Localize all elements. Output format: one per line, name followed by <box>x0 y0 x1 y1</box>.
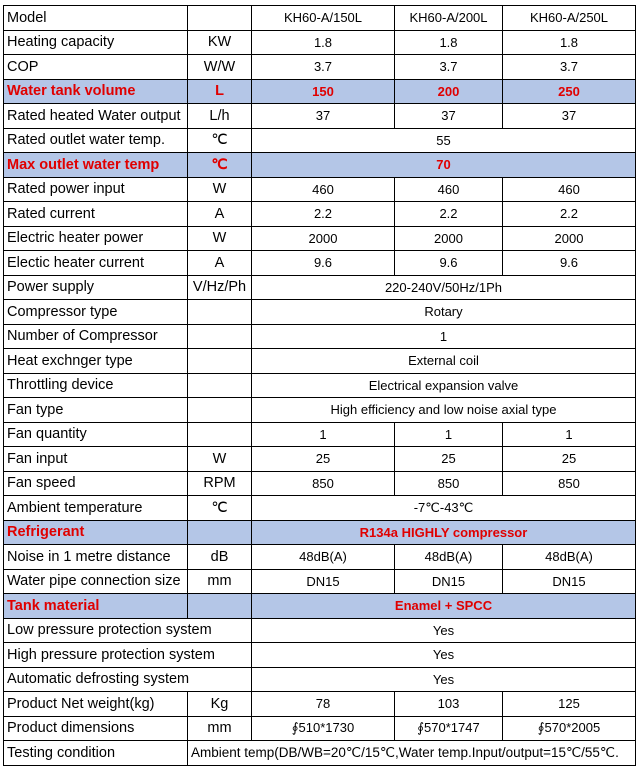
row-label: Noise in 1 metre distance <box>4 545 188 570</box>
row-value: External coil <box>252 349 636 374</box>
row-label: Max outlet water temp <box>4 153 188 178</box>
row-value: 9.6 <box>395 251 503 276</box>
row-value: 25 <box>252 447 395 472</box>
row-value: ∮570*2005 <box>503 716 636 741</box>
table-row <box>4 104 636 129</box>
row-unit: A <box>188 251 252 276</box>
row-value: Electrical expansion valve <box>252 373 636 398</box>
row-unit: dB <box>188 545 252 570</box>
row-label: Low pressure protection system <box>4 618 252 643</box>
table-row <box>4 692 636 717</box>
table-row <box>4 496 636 521</box>
row-unit: ℃ <box>188 153 252 178</box>
row-value: 25 <box>395 447 503 472</box>
row-value: Yes <box>252 643 636 668</box>
table-row <box>4 667 636 692</box>
row-value: 850 <box>503 471 636 496</box>
row-value: 37 <box>395 104 503 129</box>
row-value: 25 <box>503 447 636 472</box>
row-value: 200 <box>395 79 503 104</box>
table-row <box>4 128 636 153</box>
row-value: Yes <box>252 618 636 643</box>
row-value: Yes <box>252 667 636 692</box>
row-value: ∮510*1730 <box>252 716 395 741</box>
row-label: Heating capacity <box>4 30 188 55</box>
row-note: Ambient temp(DB/WB=20℃/15℃,Water temp.Input/output=15℃/55℃. <box>188 741 636 766</box>
row-label: Fan quantity <box>4 422 188 447</box>
spec-table-body <box>4 6 636 766</box>
table-row <box>4 618 636 643</box>
row-value: ∮570*1747 <box>395 716 503 741</box>
row-label: Fan speed <box>4 471 188 496</box>
row-label: Model <box>4 6 188 31</box>
row-label: Number of Compressor <box>4 324 188 349</box>
row-value: 2.2 <box>503 202 636 227</box>
table-row <box>4 373 636 398</box>
table-row <box>4 594 636 619</box>
table-row <box>4 300 636 325</box>
row-value: 2.2 <box>395 202 503 227</box>
spec-table <box>3 5 636 766</box>
row-value: Enamel + SPCC <box>252 594 636 619</box>
table-row <box>4 55 636 80</box>
table-row <box>4 741 636 766</box>
row-value: 1.8 <box>252 30 395 55</box>
table-row <box>4 422 636 447</box>
row-label: Tank material <box>4 594 188 619</box>
row-value: 9.6 <box>252 251 395 276</box>
table-row <box>4 545 636 570</box>
row-unit: L <box>188 79 252 104</box>
row-unit: RPM <box>188 471 252 496</box>
row-value: 250 <box>503 79 636 104</box>
row-value: 2000 <box>395 226 503 251</box>
row-label: Automatic defrosting system <box>4 667 252 692</box>
row-label: Water pipe connection size <box>4 569 188 594</box>
row-unit: ℃ <box>188 496 252 521</box>
row-unit: W <box>188 226 252 251</box>
row-label: Heat exchnger type <box>4 349 188 374</box>
row-unit <box>188 373 252 398</box>
row-value: 1 <box>395 422 503 447</box>
row-value: 9.6 <box>503 251 636 276</box>
row-unit: W <box>188 177 252 202</box>
table-row <box>4 202 636 227</box>
row-unit <box>188 324 252 349</box>
row-value: Rotary <box>252 300 636 325</box>
row-value: R134a HIGHLY compressor <box>252 520 636 545</box>
row-unit: L/h <box>188 104 252 129</box>
row-value: 125 <box>503 692 636 717</box>
row-label: Power supply <box>4 275 188 300</box>
row-value: 220-240V/50Hz/1Ph <box>252 275 636 300</box>
row-label: Rated power input <box>4 177 188 202</box>
row-value: 460 <box>503 177 636 202</box>
row-value: 460 <box>252 177 395 202</box>
row-value: 850 <box>252 471 395 496</box>
row-unit: V/Hz/Ph <box>188 275 252 300</box>
row-value: DN15 <box>252 569 395 594</box>
row-label: Rated current <box>4 202 188 227</box>
row-unit: A <box>188 202 252 227</box>
row-label: Fan input <box>4 447 188 472</box>
row-unit <box>188 300 252 325</box>
row-unit: mm <box>188 716 252 741</box>
table-row <box>4 251 636 276</box>
row-label: High pressure protection system <box>4 643 252 668</box>
row-unit: Kg <box>188 692 252 717</box>
row-unit <box>188 398 252 423</box>
row-unit <box>188 349 252 374</box>
table-row <box>4 177 636 202</box>
row-value: 3.7 <box>252 55 395 80</box>
row-value: 78 <box>252 692 395 717</box>
row-value: KH60-A/150L <box>252 6 395 31</box>
row-label: Ambient temperature <box>4 496 188 521</box>
row-label: Throttling device <box>4 373 188 398</box>
row-label: COP <box>4 55 188 80</box>
row-value: 37 <box>503 104 636 129</box>
table-row <box>4 79 636 104</box>
row-value: 3.7 <box>503 55 636 80</box>
row-value: KH60-A/200L <box>395 6 503 31</box>
row-value: 460 <box>395 177 503 202</box>
row-value: 1.8 <box>503 30 636 55</box>
row-value: 2.2 <box>252 202 395 227</box>
table-row <box>4 569 636 594</box>
table-row <box>4 716 636 741</box>
row-label: Electric heater power <box>4 226 188 251</box>
row-label: Product dimensions <box>4 716 188 741</box>
row-unit <box>188 520 252 545</box>
row-value: 70 <box>252 153 636 178</box>
row-label: Refrigerant <box>4 520 188 545</box>
table-row <box>4 447 636 472</box>
row-unit: ℃ <box>188 128 252 153</box>
row-label: Water tank volume <box>4 79 188 104</box>
row-label: Rated outlet water temp. <box>4 128 188 153</box>
row-value: 48dB(A) <box>252 545 395 570</box>
row-label: Electic heater current <box>4 251 188 276</box>
row-value: 1 <box>252 422 395 447</box>
row-value: 2000 <box>503 226 636 251</box>
table-row <box>4 275 636 300</box>
table-row <box>4 6 636 31</box>
row-value: DN15 <box>395 569 503 594</box>
row-value: 2000 <box>252 226 395 251</box>
row-label: Testing condition <box>4 741 188 766</box>
row-value: 37 <box>252 104 395 129</box>
row-label: Fan type <box>4 398 188 423</box>
table-row <box>4 349 636 374</box>
row-value: 48dB(A) <box>503 545 636 570</box>
row-value: High efficiency and low noise axial type <box>252 398 636 423</box>
row-label: Rated heated Water output <box>4 104 188 129</box>
row-value: -7℃-43℃ <box>252 496 636 521</box>
row-value: 850 <box>395 471 503 496</box>
row-label: Product Net weight(kg) <box>4 692 188 717</box>
row-label: Compressor type <box>4 300 188 325</box>
row-value: 103 <box>395 692 503 717</box>
row-unit: KW <box>188 30 252 55</box>
row-value: 1 <box>252 324 636 349</box>
row-unit: mm <box>188 569 252 594</box>
row-value: 1.8 <box>395 30 503 55</box>
row-value: 150 <box>252 79 395 104</box>
table-row <box>4 643 636 668</box>
row-value: 1 <box>503 422 636 447</box>
row-unit <box>188 594 252 619</box>
row-value: KH60-A/250L <box>503 6 636 31</box>
row-value: 55 <box>252 128 636 153</box>
table-row <box>4 30 636 55</box>
row-value: 3.7 <box>395 55 503 80</box>
row-value: 48dB(A) <box>395 545 503 570</box>
row-unit <box>188 6 252 31</box>
table-row <box>4 398 636 423</box>
table-row <box>4 324 636 349</box>
table-row <box>4 471 636 496</box>
table-row <box>4 226 636 251</box>
row-unit: W <box>188 447 252 472</box>
row-value: DN15 <box>503 569 636 594</box>
row-unit <box>188 422 252 447</box>
table-row <box>4 153 636 178</box>
row-unit: W/W <box>188 55 252 80</box>
table-row <box>4 520 636 545</box>
